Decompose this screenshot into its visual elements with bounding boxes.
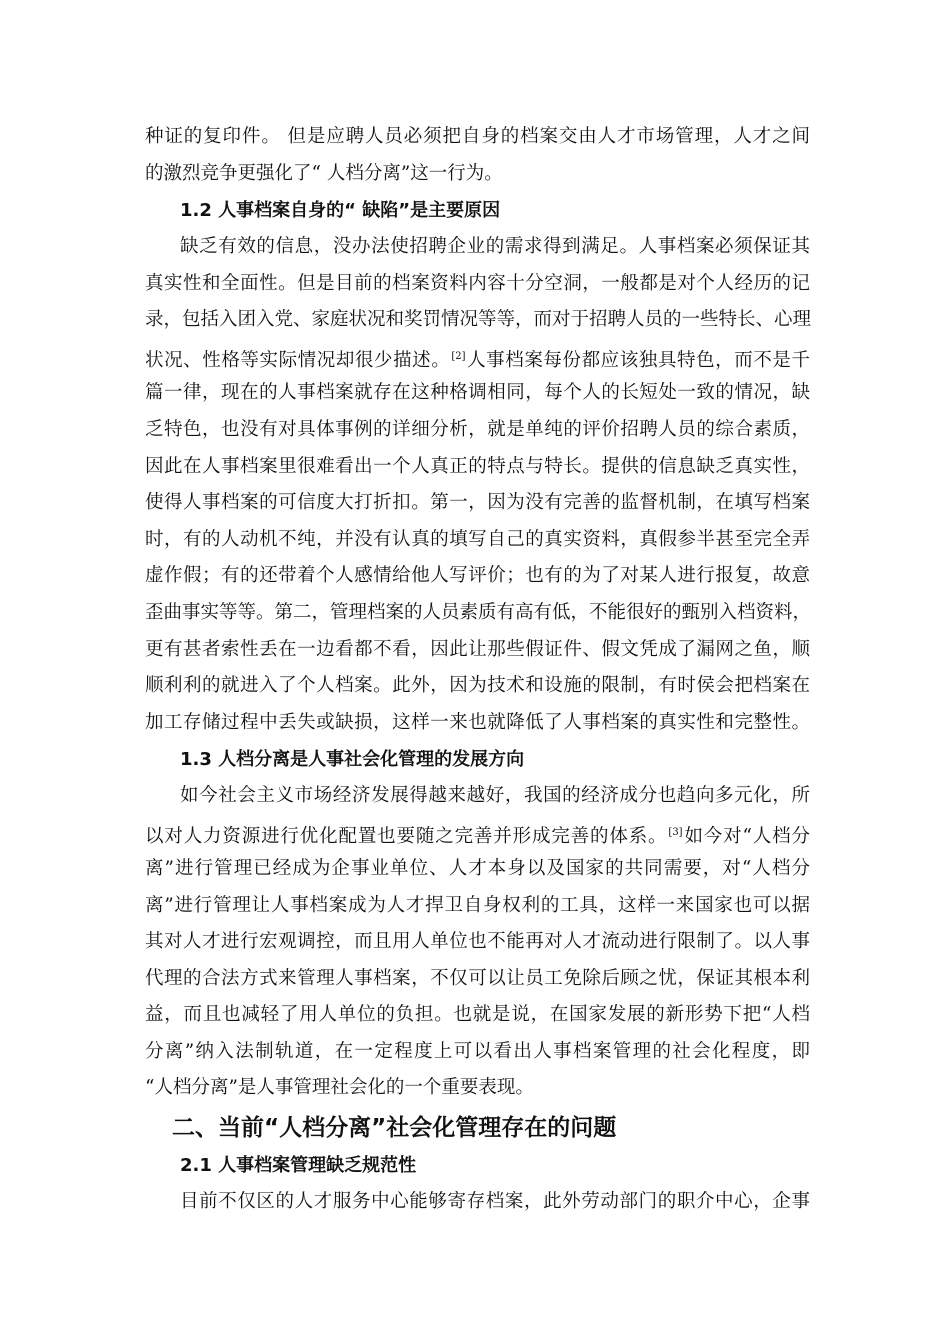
paragraph-line: 使得人事档案的可信度大打折扣。第一，因为没有完善的监督机制，在填写档案: [145, 492, 810, 513]
paragraph-line: 加工存储过程中丢失或缺损，这样一来也就降低了人事档案的真实性和完整性。: [145, 712, 810, 733]
chapter-heading-2: 二、当前“人档分离”社会化管理存在的问题: [172, 1115, 617, 1141]
line-text: 状况、性格等实际情况却很少描述。: [145, 350, 451, 371]
paragraph-line: 如今社会主义市场经济发展得越来越好，我国的经济成分也趋向多元化，所: [180, 785, 810, 806]
line-text: 人事档案每份都应该独具特色，而不是千: [466, 350, 810, 371]
section-heading-2-1: 2.1 人事档案管理缺乏规范性: [180, 1155, 417, 1176]
paragraph-line: “人档分离”是人事管理社会化的一个重要表现。: [145, 1077, 534, 1098]
paragraph-line: 缺乏有效的信息，没办法使招聘企业的需求得到满足。人事档案必须保证其: [180, 236, 810, 257]
line-text: 如今对“人档分: [683, 826, 810, 847]
citation-ref: [3]: [668, 827, 683, 838]
paragraph-line: 乏特色，也没有对具体事例的详细分析，就是单纯的评价招聘人员的综合素质，: [145, 419, 810, 440]
paragraph-line: 其对人才进行宏观调控，而且用人单位也不能再对人才流动进行限制了。以人事: [145, 931, 810, 952]
paragraph-line: 种证的复印件。 但是应聘人员必须把自身的档案交由人才市场管理，人才之间: [145, 126, 810, 147]
line-text: 以对人力资源进行优化配置也要随之完善并形成完善的体系。: [145, 826, 668, 847]
citation-ref: [2]: [451, 351, 466, 362]
paragraph-line: 篇一律，现在的人事档案就存在这种格调相同，每个人的长短处一致的情况，缺: [145, 382, 810, 403]
paragraph-line: [145, 818, 810, 848]
paragraph-line: 离”进行管理已经成为企事业单位、人才本身以及国家的共同需要，对“人档分: [145, 858, 810, 879]
paragraph-line: 更有甚者索性丢在一边看都不看，因此让那些假证件、假文凭成了漏网之鱼，顺: [145, 639, 810, 660]
paragraph-line: 益，而且也减轻了用人单位的负担。也就是说，在国家发展的新形势下把“人档: [145, 1004, 810, 1025]
section-heading-1-2: 1.2 人事档案自身的“ 缺陷”是主要原因: [180, 200, 501, 221]
paragraph-line: 目前不仅区的人才服务中心能够寄存档案，此外劳动部门的职介中心，企事: [180, 1191, 810, 1212]
paragraph-line: 真实性和全面性。但是目前的档案资料内容十分空洞，一般都是对个人经历的记: [145, 273, 810, 294]
section-heading-1-3: 1.3 人档分离是人事社会化管理的发展方向: [180, 749, 525, 770]
paragraph-line: 时，有的人动机不纯，并没有认真的填写自己的真实资料，真假参半甚至完全弄: [145, 529, 810, 550]
paragraph-line: 歪曲事实等等。第二，管理档案的人员素质有高有低，不能很好的甄别入档资料，: [145, 602, 812, 623]
paragraph-line: [145, 342, 810, 372]
paragraph-line: 的激烈竞争更强化了“ 人档分离”这一行为。: [145, 163, 503, 184]
paragraph-line: 因此在人事档案里很难看出一个人真正的特点与特长。提供的信息缺乏真实性，: [145, 456, 810, 477]
paragraph-line: 分离”纳入法制轨道，在一定程度上可以看出人事档案管理的社会化程度，即: [145, 1041, 810, 1062]
paragraph-line: 录，包括入团入党、家庭状况和奖罚情况等等，而对于招聘人员的一些特长、心理: [145, 309, 812, 330]
paragraph-line: 虚作假；有的还带着个人感情给他人写评价；也有的为了对某人进行报复，故意: [145, 565, 810, 586]
paragraph-line: 顺利利的就进入了个人档案。此外，因为技术和设施的限制，有时侯会把档案在: [145, 675, 810, 696]
paragraph-line: 代理的合法方式来管理人事档案，不仅可以让员工免除后顾之忧，保证其根本利: [145, 968, 810, 989]
paragraph-line: 离”进行管理让人事档案成为人才捍卫自身权利的工具，这样一来国家也可以据: [145, 895, 810, 916]
